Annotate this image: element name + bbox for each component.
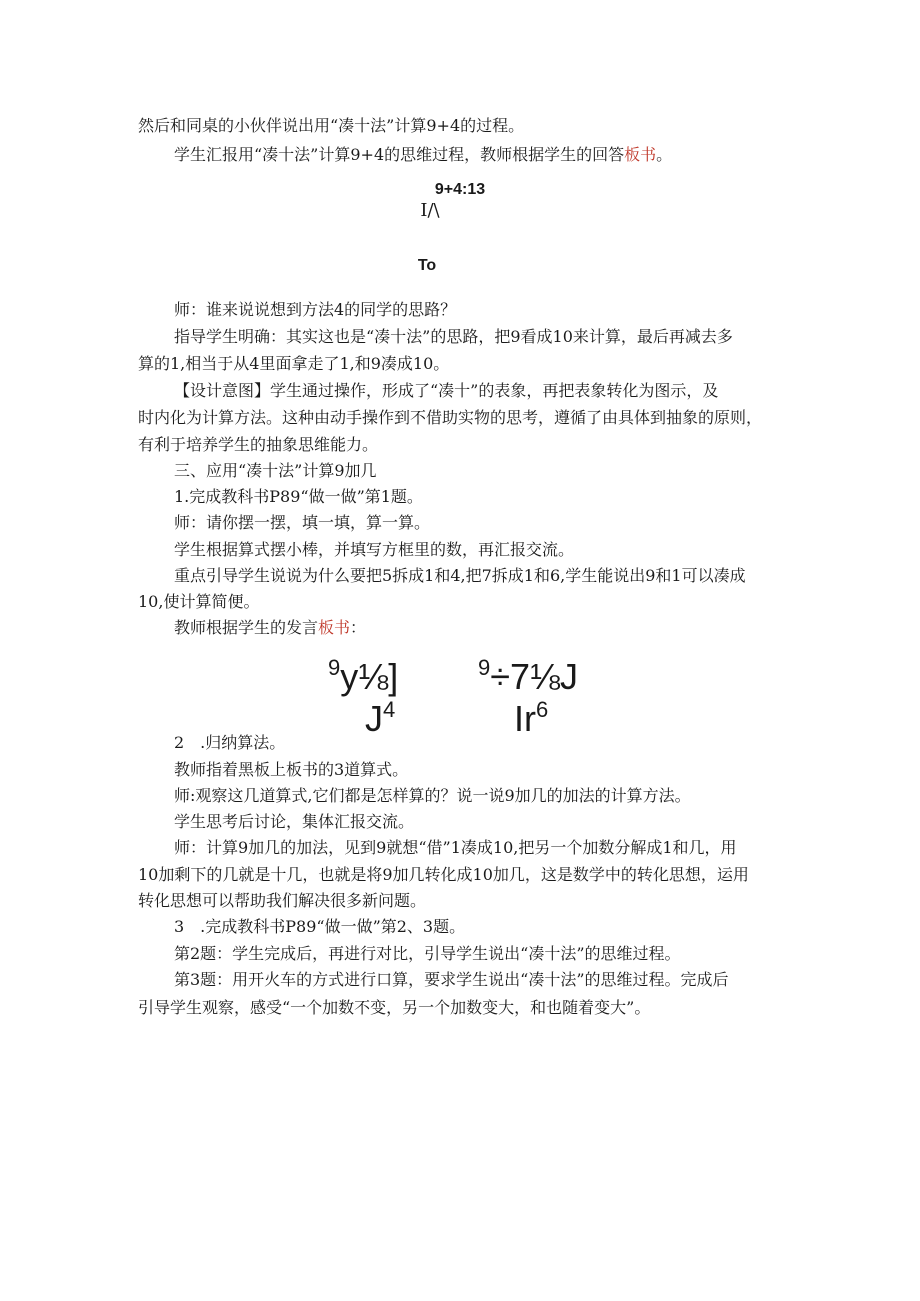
text: 。 bbox=[656, 145, 673, 164]
paragraph: 教师指着黑板上板书的3道算式。 bbox=[174, 760, 409, 779]
equation-result: To bbox=[417, 257, 437, 274]
paragraph: 10,使计算简便。 bbox=[138, 592, 260, 611]
text: J bbox=[365, 698, 383, 739]
text: Ir bbox=[514, 698, 536, 739]
paragraph: 重点引导学生说说为什么要把5拆成1和4,把7拆成1和6,学生能说出9和1可以凑成 bbox=[174, 566, 746, 585]
paragraph: 师：谁来说说想到方法4的同学的思路？ bbox=[174, 300, 457, 319]
paragraph: 3 .完成教科书P89“做一做”第2、3题。 bbox=[174, 917, 466, 936]
paragraph: 学生根据算式摆小棒，并填写方框里的数，再汇报交流。 bbox=[174, 540, 575, 559]
paragraph: 第3题：用开火车的方式进行口算，要求学生说出“凑十法”的思维过程。完成后 bbox=[174, 970, 729, 989]
equation-branch: I/\ bbox=[420, 200, 440, 221]
paragraph: 10加剩下的几就是十几，也就是将9加几转化成10加几，这是数学中的转化思想，运用 bbox=[138, 865, 749, 884]
paragraph: 2 .归纳算法。 bbox=[174, 733, 286, 752]
text: y⅛] bbox=[340, 656, 399, 697]
text: ÷7⅛J bbox=[490, 656, 579, 697]
paragraph: 1.完成教科书P89“做一做”第1题。 bbox=[174, 487, 423, 506]
paragraph: 算的1,相当于从4里面拿走了1,和9凑成10。 bbox=[138, 354, 450, 373]
board-split-right bbox=[514, 690, 574, 739]
paragraph: 【设计意图】学生通过操作，形成了“凑十”的表象，再把表象转化为图示，及 bbox=[174, 381, 719, 400]
text: 学生汇报用“凑十法”计算9+4的思维过程，教师根据学生的回答 bbox=[174, 145, 625, 164]
text: 教师根据学生的发言 bbox=[174, 618, 319, 637]
board-split-left bbox=[365, 690, 415, 739]
superscript: 9 bbox=[478, 655, 491, 680]
paragraph: 学生思考后讨论，集体汇报交流。 bbox=[174, 812, 415, 831]
equation: 9+4:13 bbox=[434, 181, 486, 198]
paragraph: 师:观察这几道算式,它们都是怎样算的？说一说9加几的加法的计算方法。 bbox=[174, 786, 691, 805]
paragraph: 有利于培养学生的抽象思维能力。 bbox=[138, 435, 379, 454]
paragraph: 师：请你摆一摆，填一填，算一算。 bbox=[174, 513, 431, 532]
superscript: 6 bbox=[536, 697, 549, 722]
paragraph bbox=[174, 618, 824, 638]
highlight-text: 板书 bbox=[624, 145, 657, 164]
superscript: 4 bbox=[383, 697, 396, 722]
superscript: 9 bbox=[328, 655, 341, 680]
paragraph: 引导学生观察，感受“一个加数不变，另一个加数变大，和也随着变大”。 bbox=[138, 998, 651, 1017]
paragraph: 转化思想可以帮助我们解决很多新问题。 bbox=[138, 891, 427, 910]
section-heading: 三、应用“凑十法”计算9加几 bbox=[174, 461, 377, 480]
paragraph: 第2题：学生完成后，再进行对比，引导学生说出“凑十法”的思维过程。 bbox=[174, 944, 681, 963]
paragraph: 时内化为计算方法。这种由动手操作到不借助实物的思考，遵循了由具体到抽象的原则， bbox=[138, 408, 763, 427]
paragraph: 师：计算9加几的加法，见到9就想“借”1凑成10,把另一个加数分解成1和几，用 bbox=[174, 838, 737, 857]
text: ： bbox=[350, 618, 367, 637]
paragraph: 指导学生明确：其实这也是“凑十法”的思路，把9看成10来计算，最后再减去多 bbox=[174, 327, 733, 346]
paragraph: 然后和同桌的小伙伴说出用“凑十法”计算9+4的过程。 bbox=[138, 116, 525, 135]
highlight-text: 板书 bbox=[318, 618, 351, 637]
paragraph bbox=[174, 145, 824, 165]
